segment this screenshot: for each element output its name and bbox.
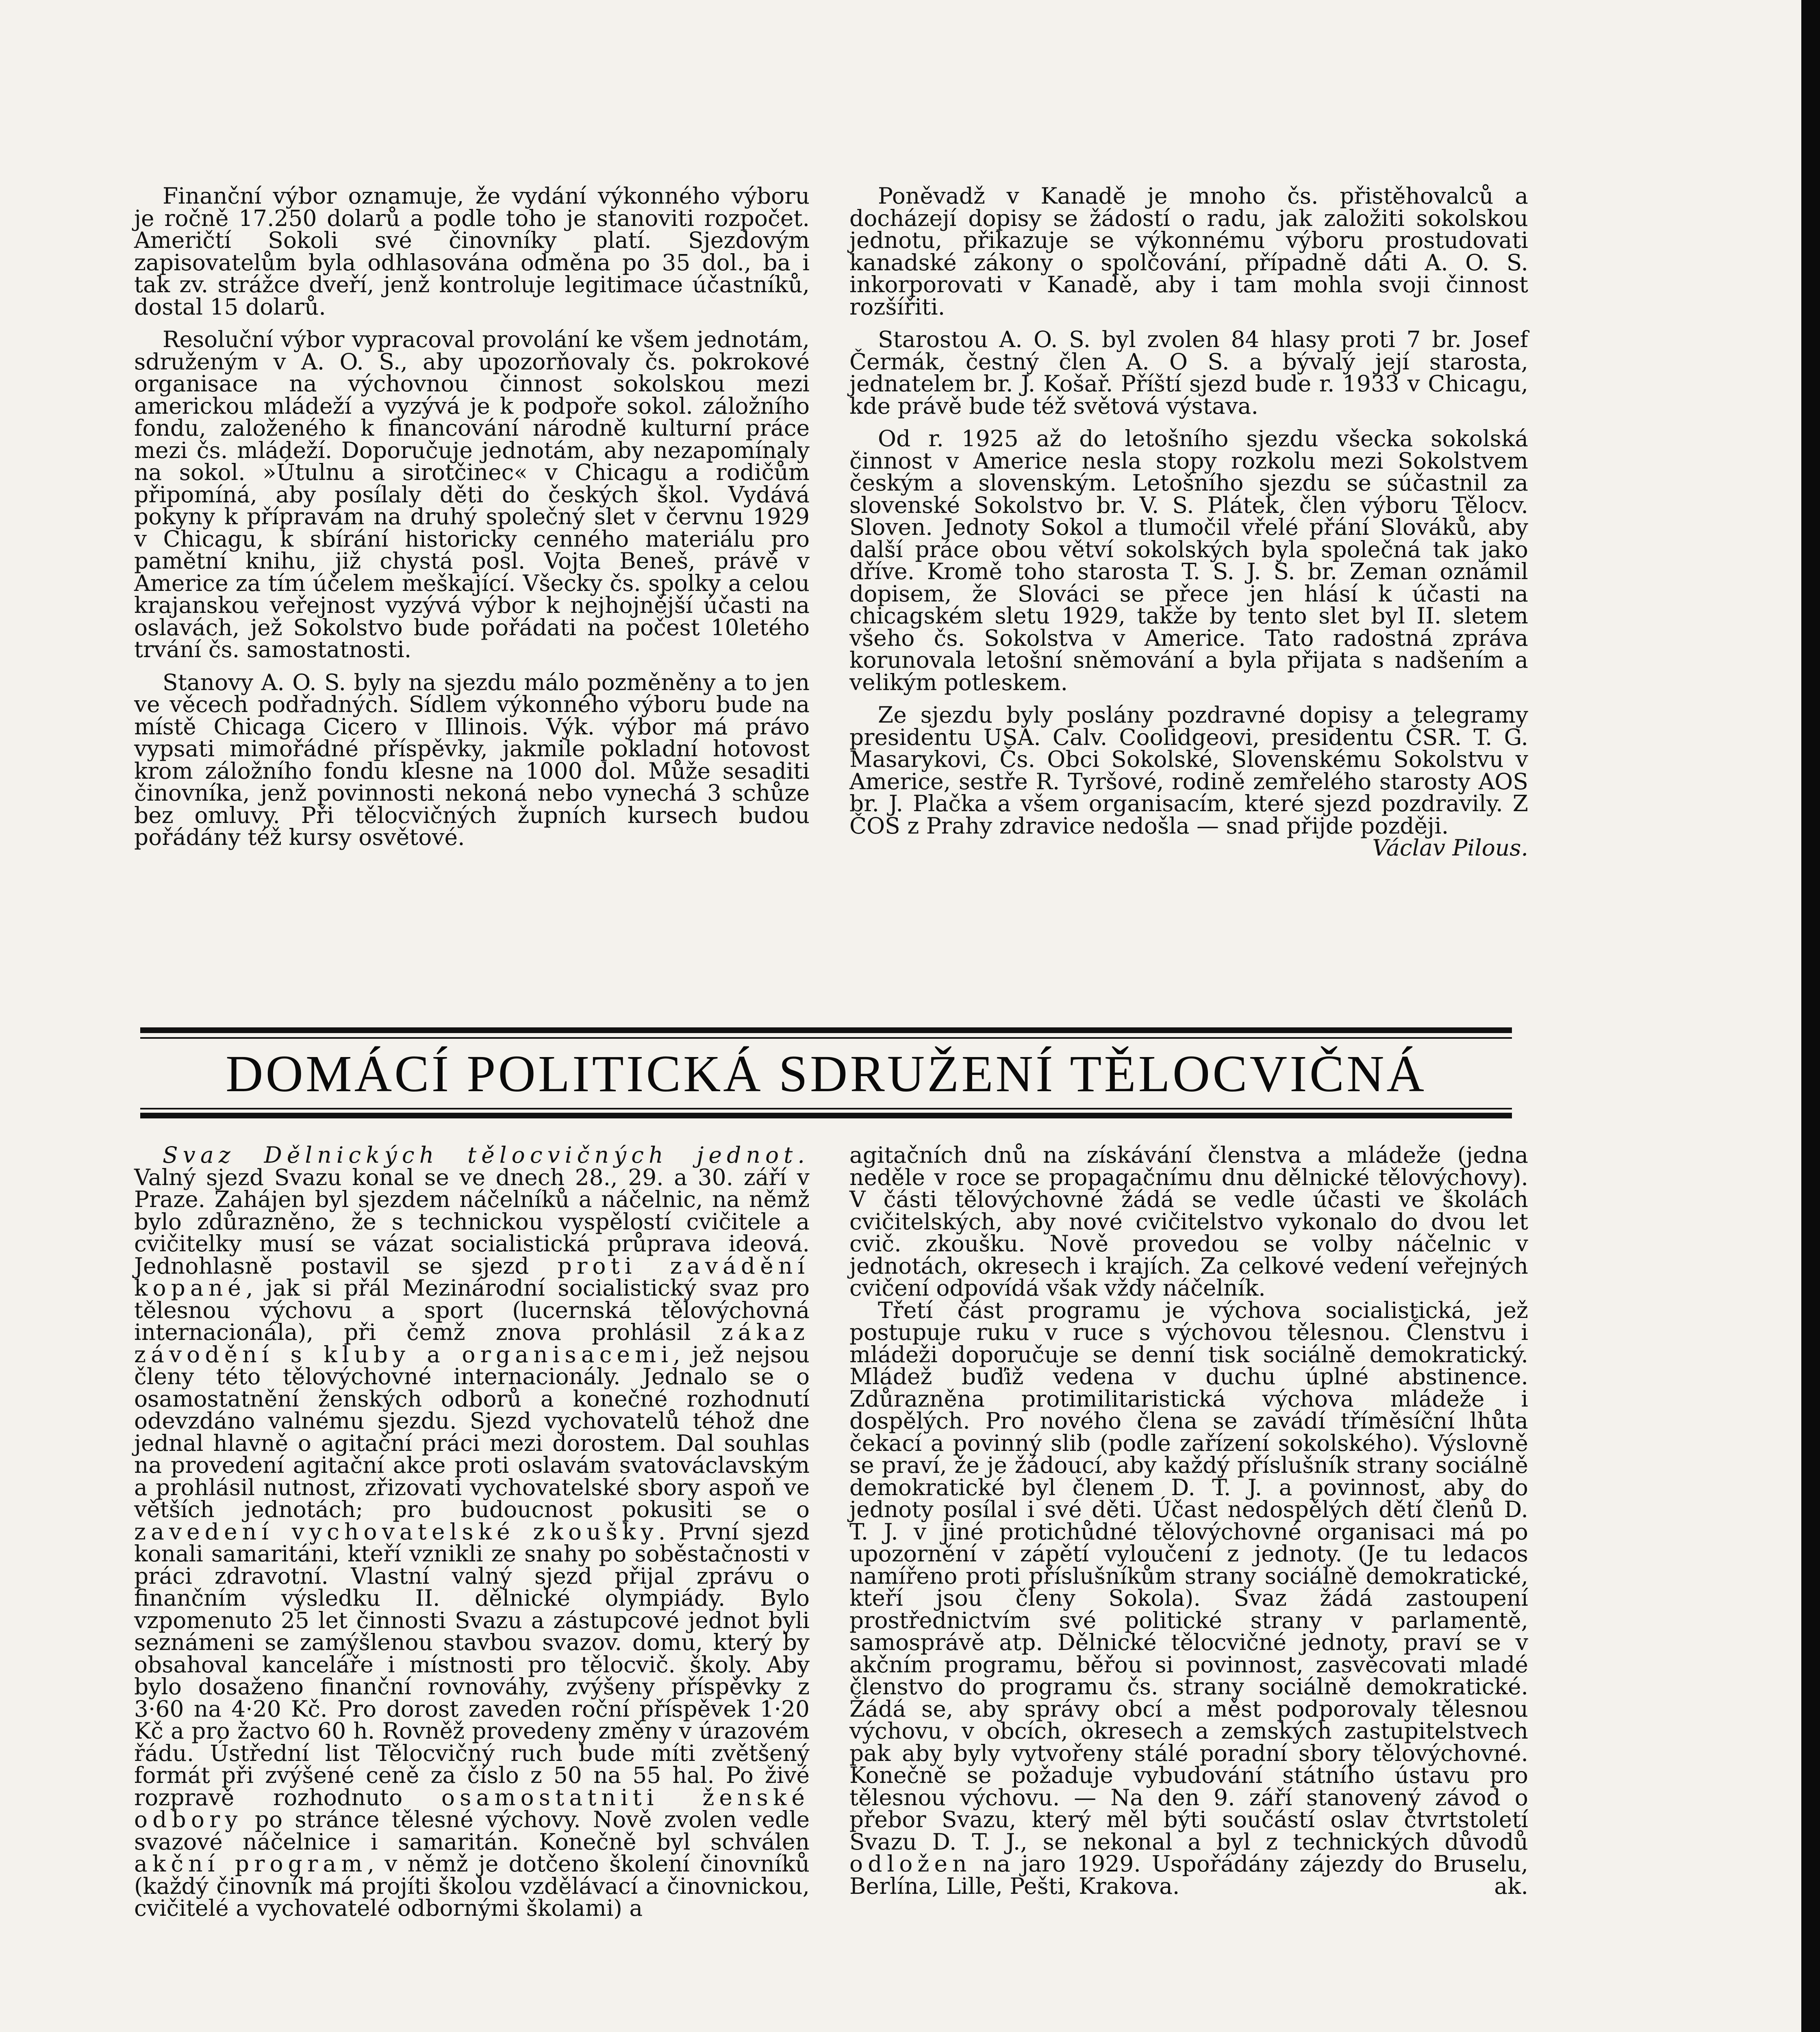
emphasis-postponed: odložen <box>849 1851 972 1877</box>
heading-rule-top-thin <box>140 1037 1512 1039</box>
top-right-column <box>849 185 1528 859</box>
paragraph-resolution: Resoluční výbor vypracoval provolání ke všem jednotám, sdruženým v A. O. S., aby upozorňovaly čs. pokrokové organisace na výchovnou činnost sokolskou mezi americkou mládeží a vyzývá je k podpoře sokol. záložního fondu, založeného k financování národně kulturní práce mezi čs. mládeží. Doporučuje jednotám, aby nezapomínaly na sokol. »Útulnu a sirotčinec« v Chicagu a rodičům připomíná, aby posílaly děti do českých škol. Vydává pokyny k přípravám na druhý společný slet v červnu 1929 v Chicagu, k sbírání historicky cenného materiálu pro pamětní knihu, již chystá posl. Vojta Beneš, právě v Americe za tím účelem meškající. Všecky čs. spolky a celou krajanskou veřejnost vyzývá výbor k nejhojnější účasti na oslavách, jež Sokolstvo bude pořádati na počest 10letého trvání čs. samostatnosti. <box>134 326 810 662</box>
organization-name: Svaz Dělnických tělocvičných jednot. <box>163 1142 810 1168</box>
text-run: , jak si přál Mezinárodní socialistický svaz pro tělesnou výchovu a sport (lucernská tělovýchovná internacionála), při čemž znova prohlásil <box>134 1275 810 1345</box>
emphasis-exam: zavedení vychovatelské zkoušky <box>134 1518 658 1545</box>
paragraph-statutes: Stanovy A. O. S. byly na sjezdu málo pozměněny a to jen ve věcech podřadných. Sídlem výkonného výboru bude na místě Chicaga Cicero v Illinois. Výk. výbor má právo vypsati mimořádné příspěvky, jakmile pokladní hotovost krom záložního fondu klesne na 1000 dol. Může sesaditi činovníka, jenž povinnosti nekoná nebo vynechá 3 schůze bez omluvy. Při tělocvičných župních kursech budou pořádány též kursy osvětové. <box>134 669 810 850</box>
bottom-left-column <box>134 1144 810 1919</box>
heading-rule-bottom-thick <box>140 1113 1512 1118</box>
author-initials: ak. <box>1494 1873 1528 1899</box>
emphasis-program: akční program <box>134 1851 367 1877</box>
paragraph-finance: Finanční výbor oznamuje, že vydání výkonného výboru je ročně 17.250 dolarů a podle toho je stanoviti rozpočet. Američtí Sokoli své činovníky platí. Sjezdovým zapisovatelům byla odhlasována odměna po 35 dol., ba i tak zv. strážce dveří, jenž kontroluje legitimace účastníků, dostal 15 dolarů. <box>134 183 810 320</box>
paragraph-slovaks: Od r. 1925 až do letošního sjezdu všecka sokolská činnost v Americe nesla stopy rozkolu mezi Sokolstvem českým a slovenským. Letošního sjezdu se súčastnil za slovenské Sokolstvo br. V. S. Plátek, člen výboru Tělocv. Sloven. Jednoty Sokol a tlumočil vřelé přání Slováků, aby další práce obou větví sokolských byla společná tak jako dříve. Kromě toho starosta T. S. J. S. br. Zeman oznámil dopisem, že Slováci se přece jen hlásí k účasti na chicagském sletu 1929, takže by tento slet byl II. sletem všeho čs. Sokolstva v Americe. Tato radostná zpráva korunovala letošní sněmování a byla přijata s nadšením a velikým potleskem. <box>849 426 1528 695</box>
signature: Václav Pilous. <box>1372 835 1528 861</box>
top-left-column <box>134 185 810 849</box>
text-run: . První sjezd konali samaritáni, kteří vznikli ze snahy po soběstačnosti v práci zdravotní. Vlastní valný sjezd přijal zprávu o finančním výsledku II. dělnické olympiády. Bylo vzpomenuto 25 let činnosti Svazu a zástupcové jednot byli seznámeni se zamýšlenou stavbou svazov. domu, který by obsahoval kanceláře i místnosti pro tělocvič. školy. Aby bylo dosaženo finanční rovnováhy, zvýšeny příspěvky z 3·60 na 4·20 Kč. Pro dorost zaveden roční příspěvek 1·20 Kč a pro žactvo 60 h. Rovněž provedeny změny v úrazovém řádu. Ústřední list Tělocvičný ruch bude míti zvětšený formát při zvýšené ceně za číslo z 50 na 55 hal. Po živé rozpravě rozhodnuto <box>134 1518 810 1811</box>
emphasis-football: proti zavádění kopané <box>134 1253 810 1301</box>
paragraph-dtj-congress <box>134 1144 810 1919</box>
emphasis-women: osamostatniti ženské odbory <box>134 1784 810 1832</box>
bottom-right-column <box>849 1144 1528 1897</box>
scan-border-right <box>1801 0 1820 2032</box>
text-run: Valný sjezd Svazu konal se ve dnech 28., 29. a 30. září v Praze. Zahájen byl sjezdem náčelníků a náčelnic, na němž bylo zdůrazněno, že s technickou vyspělostí cvičitele a cvičitelky musí se vázat socialistická průprava ideová. Jednohlasně postavil se sjezd <box>134 1164 810 1279</box>
text-run: , v němž je dotčeno školení činovníků (každý činovník má projíti školou vzdělávací a činovnickou, cvičitelé a vychovatelé odbornými školami) a <box>134 1851 810 1921</box>
paragraph-canada: Poněvadž v Kanadě je mnoho čs. přistěhovalců a docházejí dopisy se žádostí o radu, jak založiti sokolskou jednotu, přikazuje se výkonnému výboru prostudovati kanadské zákony o spolčování, případně dáti A. O. S. inkorporovati v Kanadě, aby i tam mohla svoji činnost rozšířiti. <box>849 183 1528 320</box>
text-run: po stránce tělesné výchovy. Nově zvolen vedle svazové náčelnice i samaritán. Konečně byl schválen <box>134 1806 810 1855</box>
heading-rule-bottom-thin <box>140 1108 1512 1109</box>
paragraph-agitation: agitačních dnů na získávání členstva a mládeže (jedna neděle v roce se propagačnímu dnu dělnické tělovýchovy). V části tělovýchovné žádá se vedle účasti ve školách cvičitelských, aby nové cvičitelstvo vykonalo do dvou let cvič. zkoušku. Nově provedou se volby náčelnic v jednotách, okresech i krajích. Za celkové vedení veřejných cvičení odpovídá však vždy náčelník. <box>849 1142 1528 1301</box>
emphasis-ban: zákaz závodění s kluby a organisacemi <box>134 1319 810 1368</box>
section-heading: DOMÁCÍ POLITICKÁ SDRUŽENÍ TĚLOCVIČNÁ <box>226 1045 1427 1103</box>
paragraph-election: Starostou A. O. S. byl zvolen 84 hlasy proti 7 br. Josef Čermák, čestný člen A. O S. a bývalý její starosta, jednatelem br. J. Košař. Příští sjezd bude r. 1933 v Chicagu, kde právě bude též světová výstava. <box>849 326 1528 419</box>
text-run: Třetí část programu je výchova socialistická, jež postupuje ruku v ruce s výchovou tělesnou. Členstvu i mládeži doporučuje se denní tisk sociálně demokratický. Mládež buďiž vedena v duchu úplné abstinence. Zdůrazněna protimilitaristická výchova mládeže i dospělých. Pro nového člena se zavádí tříměsíční lhůta čekací a povinný slib (podle zařízení sokolského). Výslovně se praví, že je žádoucí, aby každý příslušník strany sociálně demokratické byl členem D. T. J. a povinnost, aby do jednoty posílal i své děti. Účast nedospělých dětí členů D. T. J. v jiné protichůdné tělovýchovné organisaci má po upozornění v zápětí vyloučení z jednoty. (Je tu ledacos namířeno proti příslušníkům strany sociálně demokratické, kteří jsou členy Sokola). Svaz žádá zastoupení prostřednictvím své politické strany v parlamentě, samosprávě atp. Dělnické tělocvičné jednoty, praví se v akčním programu, běřou si povinnost, zasvěcovati mladé členstvo do programu čs. strany sociálně demokratické. Žádá se, aby správy obcí a měst podporovaly tělesnou výchovu, v obcích, okresech a zemských zastupitelstvech pak aby byly vytvořeny stálé poradní sbory tělovýchovné. Konečně se požaduje vybudování státního ústavu pro tělesnou výchovu. — Na den 9. září stanovený závod o přebor Svazu, který měl býti součástí oslav čtvrtstoletí Svazu D. T. J., se nekonal a byl z technických důvodů <box>849 1297 1528 1855</box>
text-run: , jež nejsou členy této tělovýchovné internacionály. Jednalo se o osamostatnění ženských odborů a konečné rozhodnutí odevzdáno valnému sjezdu. Sjezd vychovatelů téhož dne jednal hlavně o agitační práci mezi dorostem. Dal souhlas na provedení agitační akce proti oslavám svatováclavským a prohlásil nutnost, zřizovati vychovatelské sbory aspoň ve větších jednotách; pro budoucnost pokusiti se o <box>134 1341 810 1522</box>
text-run: na jaro 1929. Uspořádány zájezdy do Bruselu, Berlína, Lille, Pešti, Krakova. <box>849 1851 1528 1899</box>
paragraph-socialist-education <box>849 1299 1528 1897</box>
heading-rule-top-thick <box>140 1027 1512 1033</box>
paragraph-greetings: Ze sjezdu byly poslány pozdravné dopisy a telegramy presidentu USA. Calv. Coolidgeovi, presidentu ČSR. T. G. Masarykovi, Čs. Obci Sokolské, Slovenskému Sokolstvu v Americe, sestře R. Tyršové, rodině zemřelého starosty AOS br. J. Plačka a všem organisacím, které sjezd pozdravily. Z ČOS z Prahy zdravice nedošla — snad přijde později. <box>849 702 1528 839</box>
